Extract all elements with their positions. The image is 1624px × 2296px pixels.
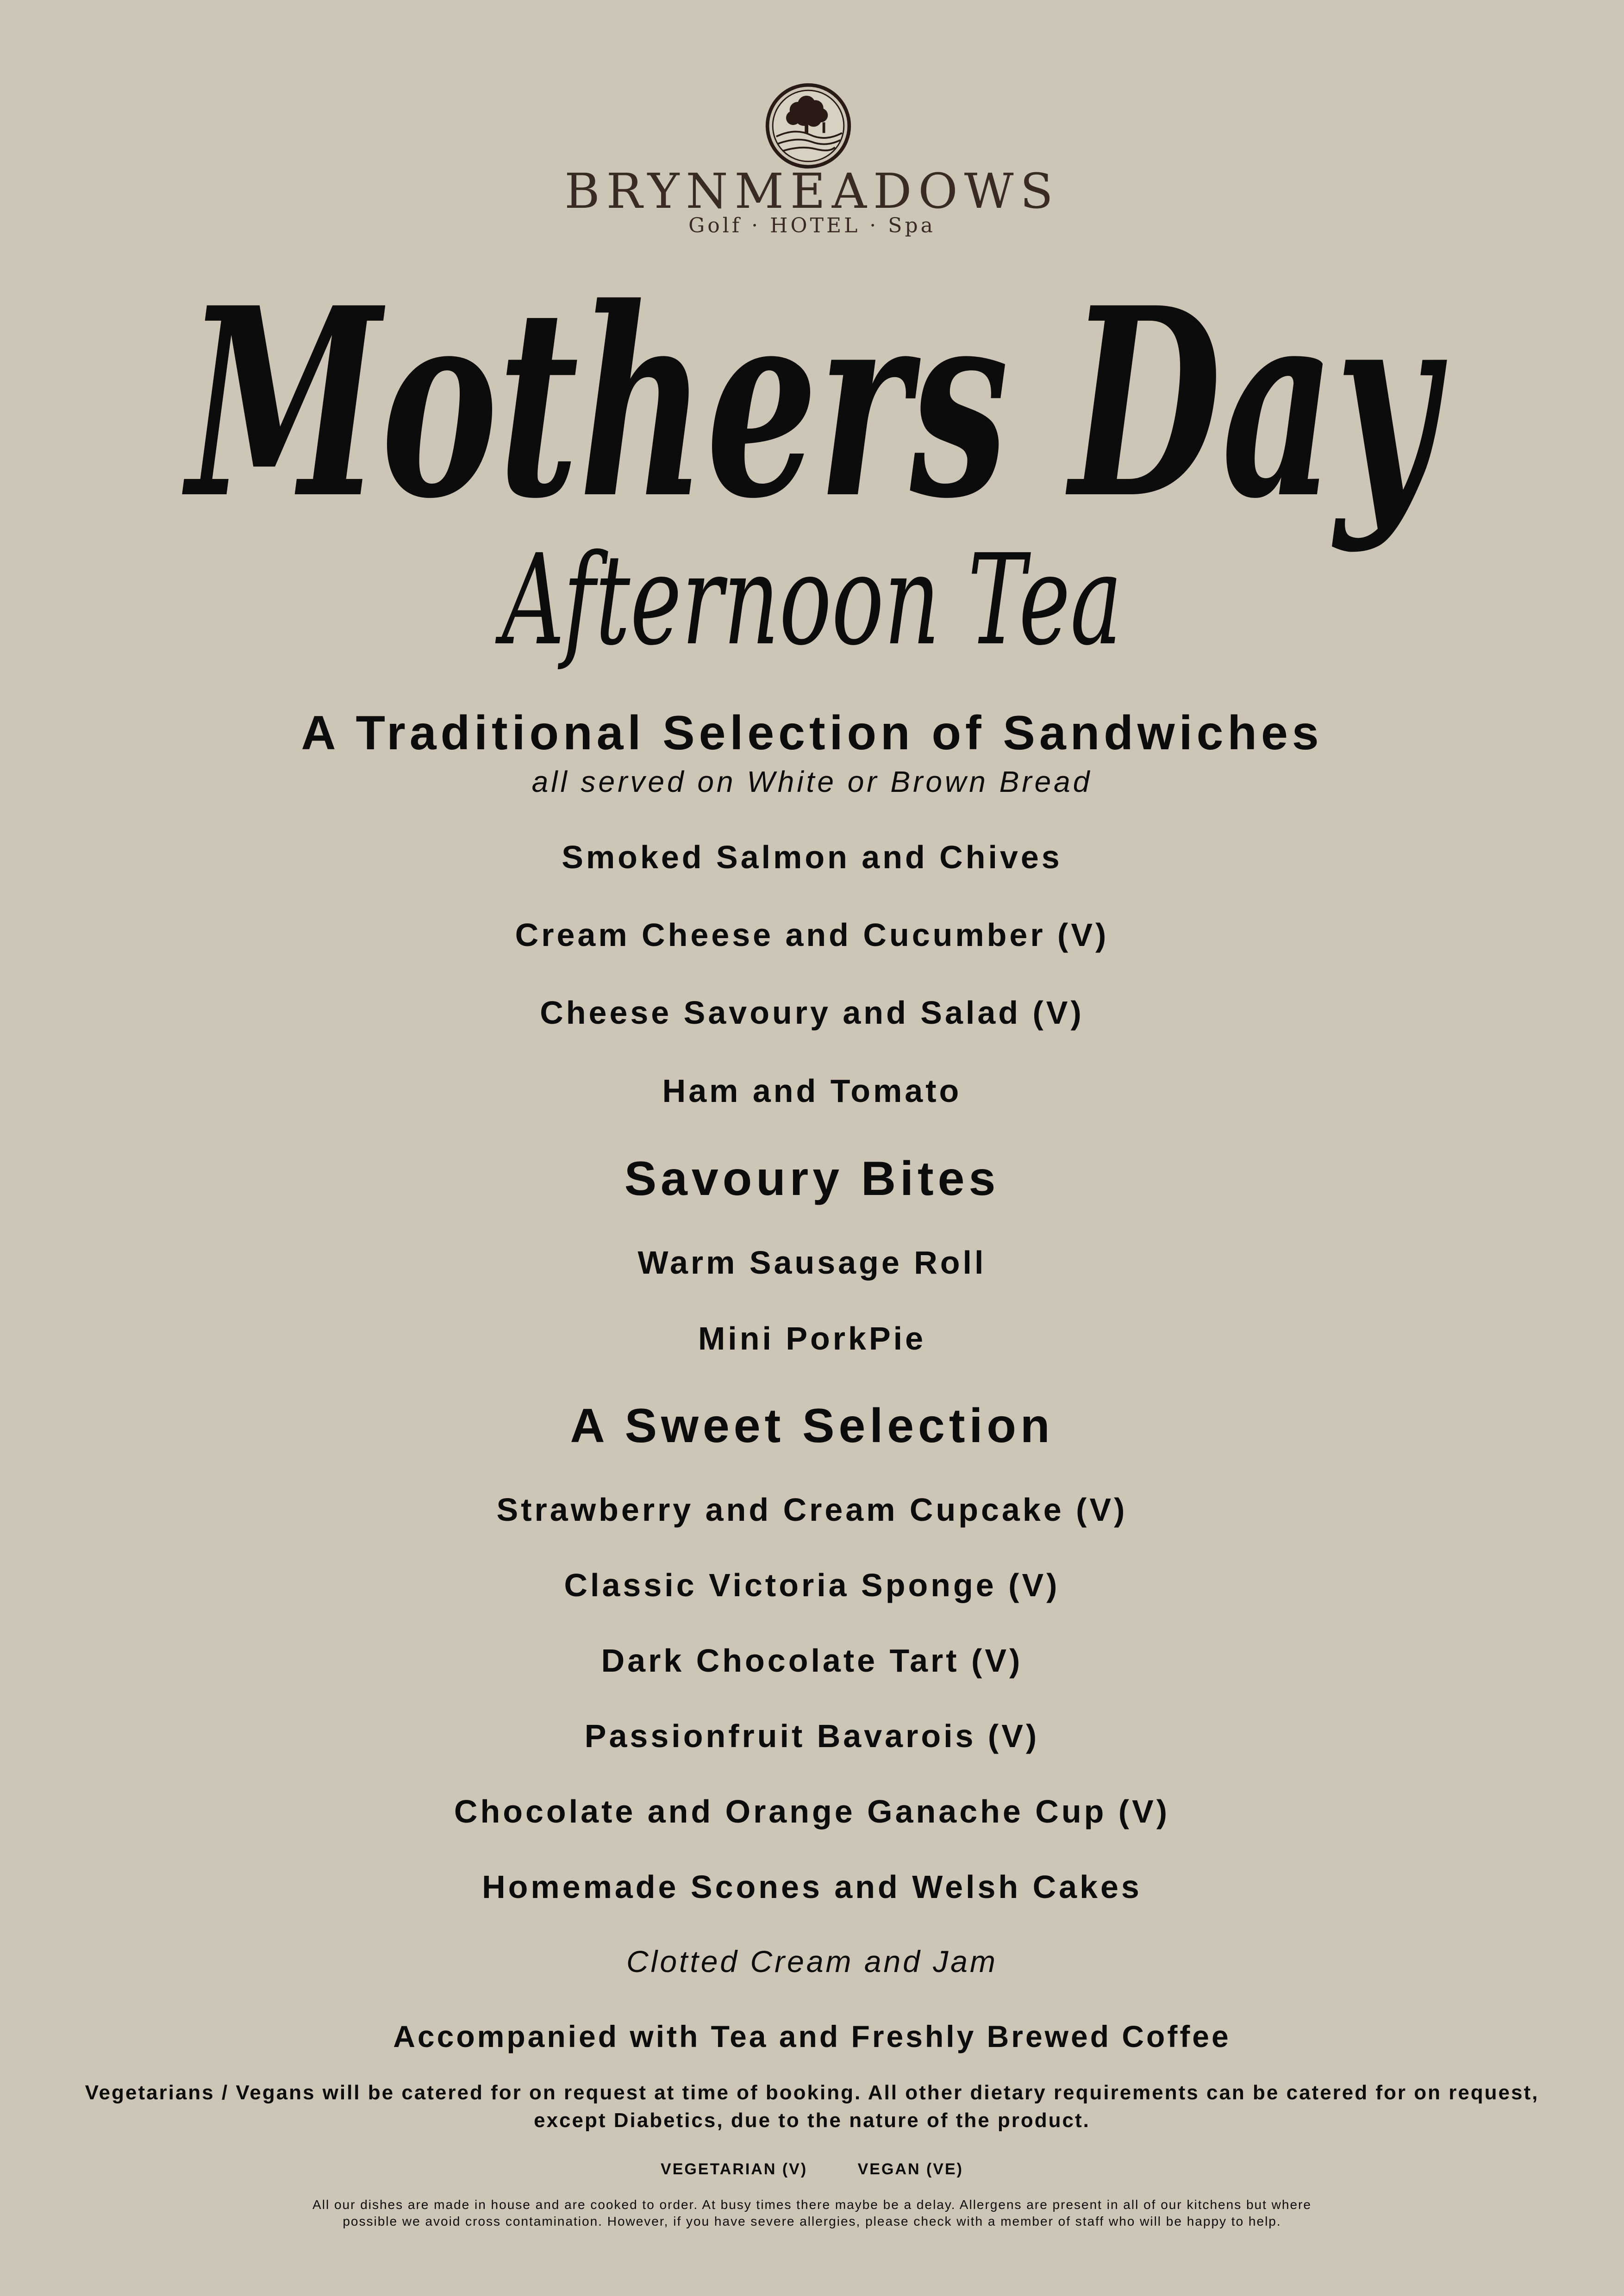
sweet-extra: Clotted Cream and Jam [626, 1944, 998, 1979]
sweet-item: Strawberry and Cream Cupcake (V) [496, 1492, 1128, 1528]
savoury-item: Warm Sausage Roll [637, 1244, 987, 1281]
fine-print-line-2: possible we avoid cross contamination. However, if you have severe allergies, please check with a member of staff who will be happy to help. [343, 2214, 1281, 2228]
fine-print-line-1: All our dishes are made in house and are cooked to order. At busy times there maybe be a delay. Allergens are present in all of our kitchens but where [312, 2197, 1312, 2212]
sandwich-item: Ham and Tomato [662, 1073, 962, 1109]
sweet-item: Chocolate and Orange Ganache Cup (V) [454, 1793, 1170, 1829]
legend-vegetarian: VEGETARIAN (V) [661, 2160, 808, 2178]
sweet-item: Classic Victoria Sponge (V) [564, 1567, 1060, 1603]
sweet-item: Homemade Scones and Welsh Cakes [482, 1869, 1142, 1905]
accompaniment: Accompanied with Tea and Freshly Brewed Coffee [393, 2019, 1231, 2053]
sandwich-item: Smoked Salmon and Chives [562, 839, 1062, 875]
sandwich-item: Cheese Savoury and Salad (V) [540, 995, 1084, 1031]
dietary-note-line-1: Vegetarians / Vegans will be catered for on request at time of booking. All other dietary requirements can be catered for on request, [85, 2081, 1539, 2104]
dietary-note [37, 2079, 1587, 2134]
brand-sub-sep-2: · [869, 214, 879, 237]
diet-legend [0, 2160, 1624, 2178]
brand-name: BRYNMEADOWS [564, 163, 1060, 219]
page-title: Mothers Day [181, 251, 1448, 556]
savoury-item: Mini PorkPie [698, 1320, 926, 1356]
legend-vegan: VEGAN (VE) [857, 2160, 963, 2178]
subtitle-script-svg [0, 514, 1624, 690]
sandwiches-heading: A Traditional Selection of Sandwiches [301, 706, 1323, 760]
sweet-item: Passionfruit Bavarois (V) [584, 1718, 1040, 1754]
brand-subtitle [0, 214, 1624, 237]
tree-crest-icon [764, 81, 853, 170]
brand-sub-golf: Golf [688, 214, 743, 237]
sandwich-item: Cream Cheese and Cucumber (V) [515, 917, 1109, 953]
dietary-note-line-2: except Diabetics, due to the nature of the product. [534, 2109, 1090, 2132]
page-subtitle: Afternoon Tea [495, 527, 1122, 673]
brand-sub-sep-1: · [751, 214, 761, 237]
allergen-fine-print [185, 2196, 1439, 2230]
brand-sub-hotel: HOTEL [770, 214, 861, 237]
savoury-heading: Savoury Bites [624, 1152, 1000, 1206]
sweet-heading: A Sweet Selection [570, 1399, 1054, 1453]
sandwiches-note: all served on White or Brown Bread [531, 765, 1093, 798]
brand-sub-spa: Spa [888, 214, 936, 237]
sweet-item: Dark Chocolate Tart (V) [601, 1643, 1023, 1679]
